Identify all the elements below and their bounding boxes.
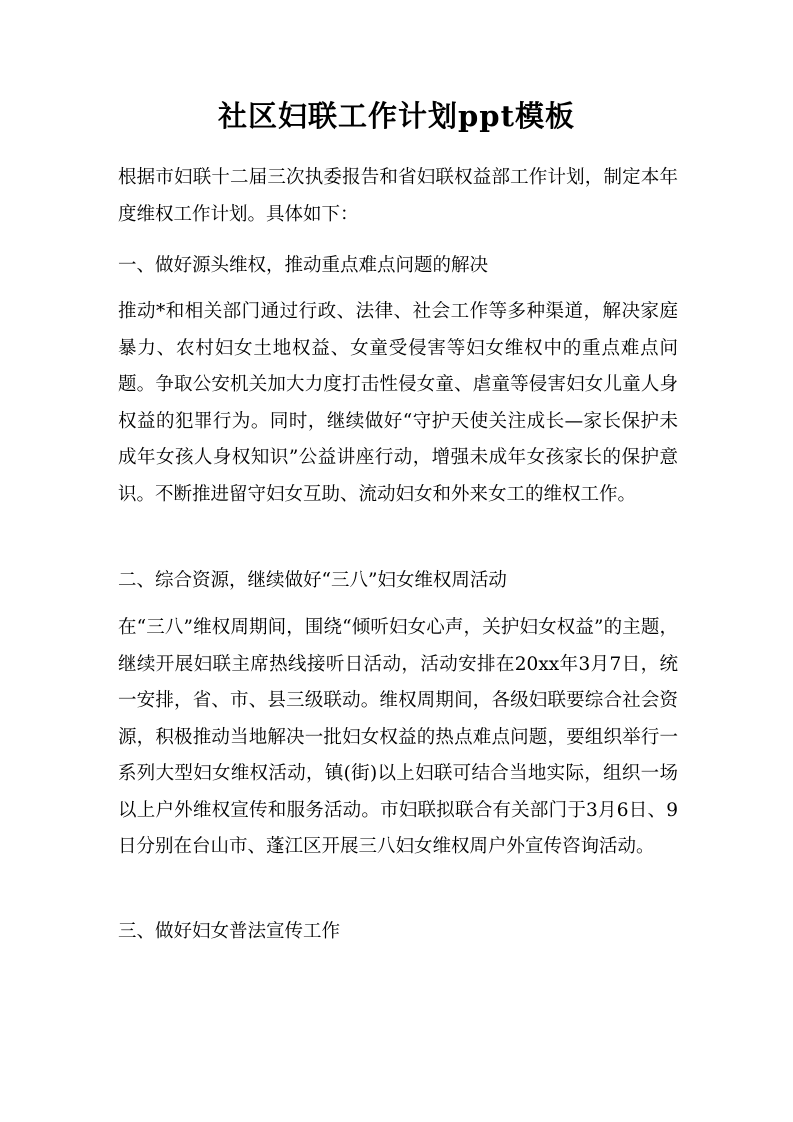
intro-text: 根据市妇联十二届三次执委报告和省妇联权益部工作计划，制定本年度维权工作计划。具体如下： [118,167,678,225]
section-1-body-block [118,294,678,513]
section-2-heading: 二、综合资源，继续做好“三八”妇女维权周活动 [118,570,507,591]
document-title: 社区妇联工作计划ppt模板 [218,99,575,133]
intro-paragraph [118,160,678,233]
section-2-body: 在“三八”维权周期间，围绕“倾听妇女心声，关护妇女权益”的主题，继续开展妇联主席热线接听日活动，活动安排在20xx年3月7日，统一安排，省、市、县三级联动。维权周期间，各级妇联要综合社会资源，积极推动当地解决一批妇女权益的热点难点问题，要组织举行一系列大型妇女维权活动，镇(街)以上妇联可结合当地实际，组织一场以上户外维权宣传和服务活动。市妇联拟联合有关部门于3月6日、9日分别在台山市、蓬江区开展三八妇女维权周户外宣传咨询活动。 [118,617,678,857]
section-1-heading-block [118,248,678,285]
section-2-heading-block [118,563,678,600]
section-2-body-block [118,610,678,866]
section-3-heading-block [118,914,678,951]
section-3-heading: 三、做好妇女普法宣传工作 [118,921,341,942]
section-1-body: 推动*和相关部门通过行政、法律、社会工作等多种渠道，解决家庭暴力、农村妇女土地权益、女童受侵害等妇女维权中的重点难点问题。争取公安机关加大力度打击性侵女童、虐童等侵害妇女儿童人身权益的犯罪行为。同时，继续做好“守护天使关注成长—家长保护未成年女孩人身权知识”公益讲座行动，增强未成年女孩家长的保护意识。不断推进留守妇女互助、流动妇女和外来女工的维权工作。 [118,301,678,505]
section-1-heading: 一、做好源头维权，推动重点难点问题的解决 [118,255,489,276]
